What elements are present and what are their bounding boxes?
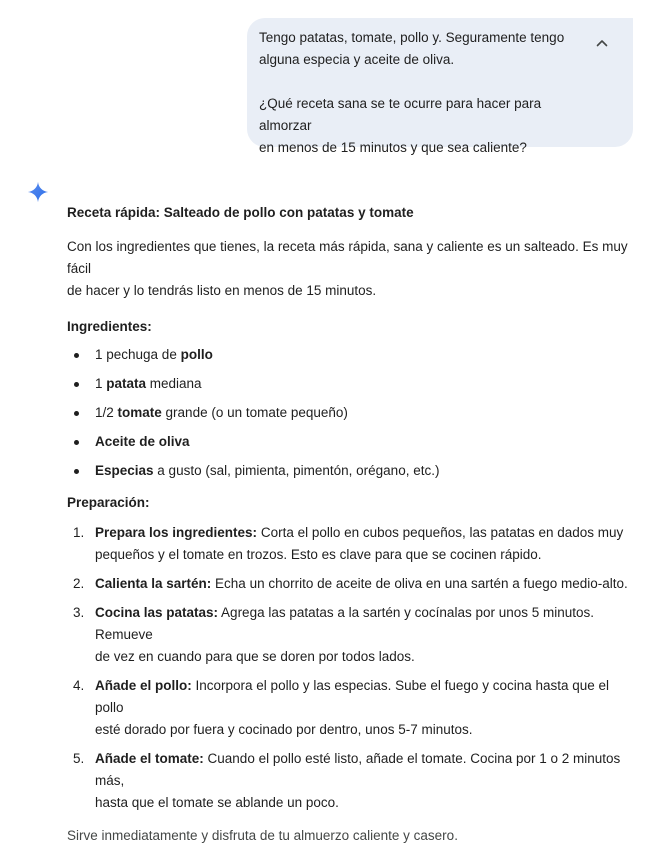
preparation-heading: Preparación: [67,495,150,510]
list-item: 2. Calienta la sartén: Echa un chorrito de aceite de oliva en una sartén a fuego medio-alto. [73,576,628,591]
collapse-message-button[interactable] [591,32,613,54]
list-item: 1 pechuga de pollo [67,344,641,366]
chevron-up-icon [596,39,608,47]
user-message-line: alguna especia y aceite de oliva. [259,52,455,67]
list-item: 3. Cocina las patatas: Agrega las patatas a la sartén y cocínalas por unos 5 minutos. Remueve de vez en cuando para que se doren por todos lados. [73,605,595,664]
list-item: 4. Añade el pollo: Incorpora el pollo y las especias. Sube el fuego y cocina hasta que el pollo esté dorado por fuera y cocinado por dentro, unos 5-7 minutos. [73,678,610,737]
assistant-response [67,202,641,847]
user-message-line: en menos de 15 minutos y que sea caliente? [259,140,527,155]
gemini-sparkle-icon [27,181,49,203]
response-title: Receta rápida: Salteado de pollo con patatas y tomate [67,205,414,220]
list-item: Aceite de oliva [67,431,641,453]
ingredients-heading: Ingredientes: [67,319,152,334]
response-intro [67,236,641,302]
user-message-line: ¿Qué receta sana se te ocurre para hacer para almorzar [259,96,542,133]
list-item: 1/2 tomate grande (o un tomate pequeño) [67,402,641,424]
intro-line: Con los ingredientes que tienes, la receta más rápida, sana y caliente es un salteado. Es muy fácil [67,239,628,276]
intro-line: de hacer y lo tendrás listo en menos de 15 minutos. [67,283,377,298]
list-item: 1 patata mediana [67,373,641,395]
closing-text: Sirve inmediatamente y disfruta de tu almuerzo caliente y casero. [67,828,458,843]
list-item: 5. Añade el tomate: Cuando el pollo esté listo, añade el tomate. Cocina por 1 o 2 minutos más, hasta que el tomate se ablande un poco. [73,751,621,810]
list-item: Especias a gusto (sal, pimienta, pimentón, orégano, etc.) [67,460,641,482]
preparation-steps-list [67,522,641,814]
user-message-line: Tengo patatas, tomate, pollo y. Seguramente tengo [259,30,565,45]
ingredients-list [67,344,641,482]
list-item: 1. Prepara los ingredientes: Corta el pollo en cubos pequeños, las patatas en dados muy pequeños y el tomate en trozos. Esto es clave para que se cocinen rápido. [73,525,624,562]
user-message-bubble [247,18,633,155]
